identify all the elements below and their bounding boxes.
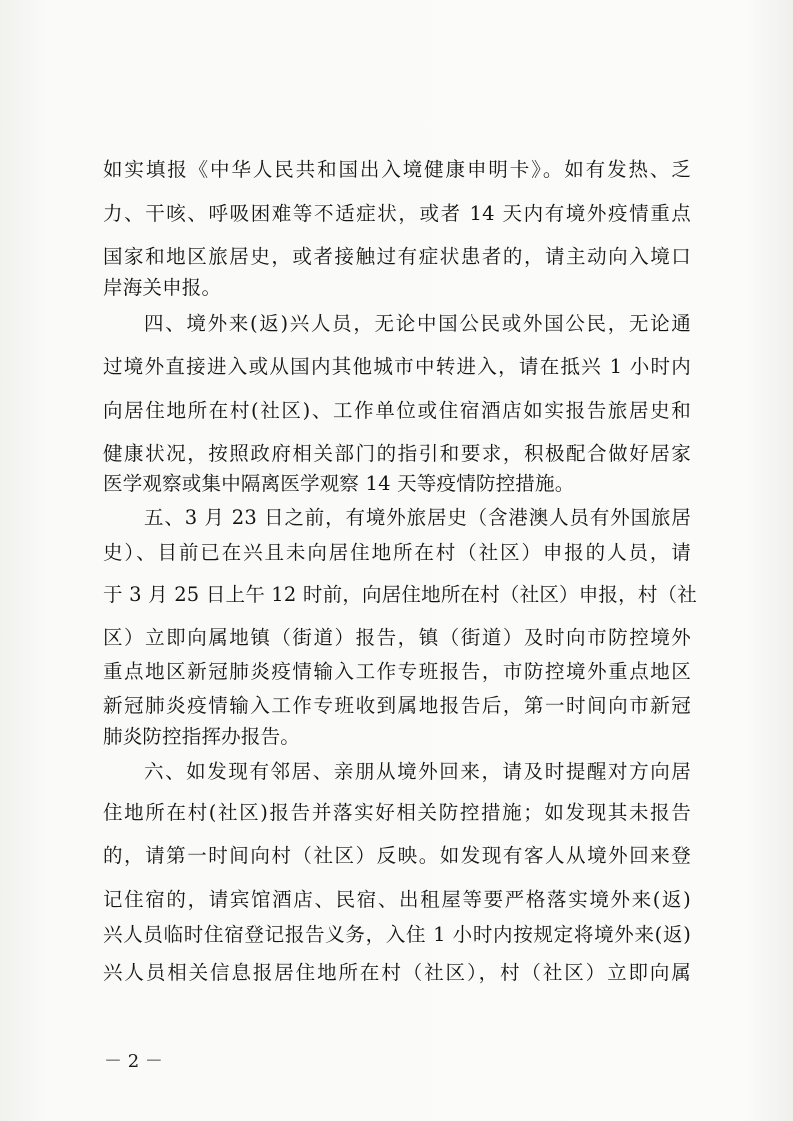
text-line: 于 3 月 25 日上午 12 时前，向居住地所在村（社区）申报，村（社 [103,583,697,606]
text-line: 力、干咳、呼吸困难等不适症状，或者 14 天内有境外疫情重点 [103,202,691,225]
text-line: 健康状况，按照政府相关部门的指引和要求，积极配合做好居家 [103,442,691,465]
text-line: 医学观察或集中隔离医学观察 14 天等疫情防控措施。 [103,472,575,495]
text-line: 岸海关申报。 [103,276,222,299]
text-line: 区）立即向属地镇（街道）报告，镇（街道）及时向市防控境外 [103,626,691,649]
text-line: 过境外直接进入或从国内其他城市中转进入，请在抵兴 1 小时内 [103,355,691,378]
page-number: － 2 － [104,1051,163,1072]
text-line: 四、境外来(返)兴人员，无论中国公民或外国公民，无论通 [144,312,691,335]
text-line: 肺炎防控指挥办报告。 [103,725,301,748]
text-line: 重点地区新冠肺炎疫情输入工作专班报告，市防控境外重点地区 [103,660,691,683]
text-line: 史）、目前已在兴且未向居住地所在村（社区）申报的人员，请 [103,541,691,564]
text-line: 六、如发现有邻居、亲朋从境外回来，请及时提醒对方向居 [144,760,691,783]
text-line: 兴人员相关信息报居住地所在村（社区），村（社区）立即向属 [103,961,691,984]
text-line: 向居住地所在村(社区)、工作单位或住宿酒店如实报告旅居史和 [103,399,691,422]
text-line: 兴人员临时住宿登记报告义务，入住 1 小时内按规定将境外来(返) [103,923,691,946]
text-line: 的，请第一时间向村（社区）反映。如发现有客人从境外回来登 [103,844,691,867]
text-line: 记住宿的，请宾馆酒店、民宿、出租屋等要严格落实境外来(返) [103,888,691,911]
text-line: 新冠肺炎疫情输入工作专班收到属地报告后，第一时间向市新冠 [103,694,691,717]
text-line: 住地所在村(社区)报告并落实好相关防控措施；如发现其未报告 [103,801,691,824]
text-line: 如实填报《中华人民共和国出入境健康申明卡》。如有发热、乏 [103,158,691,181]
text-line: 国家和地区旅居史，或者接触过有症状患者的，请主动向入境口 [103,245,691,268]
text-line: 五、3 月 23 日之前，有境外旅居史（含港澳人员有外国旅居 [144,506,691,529]
